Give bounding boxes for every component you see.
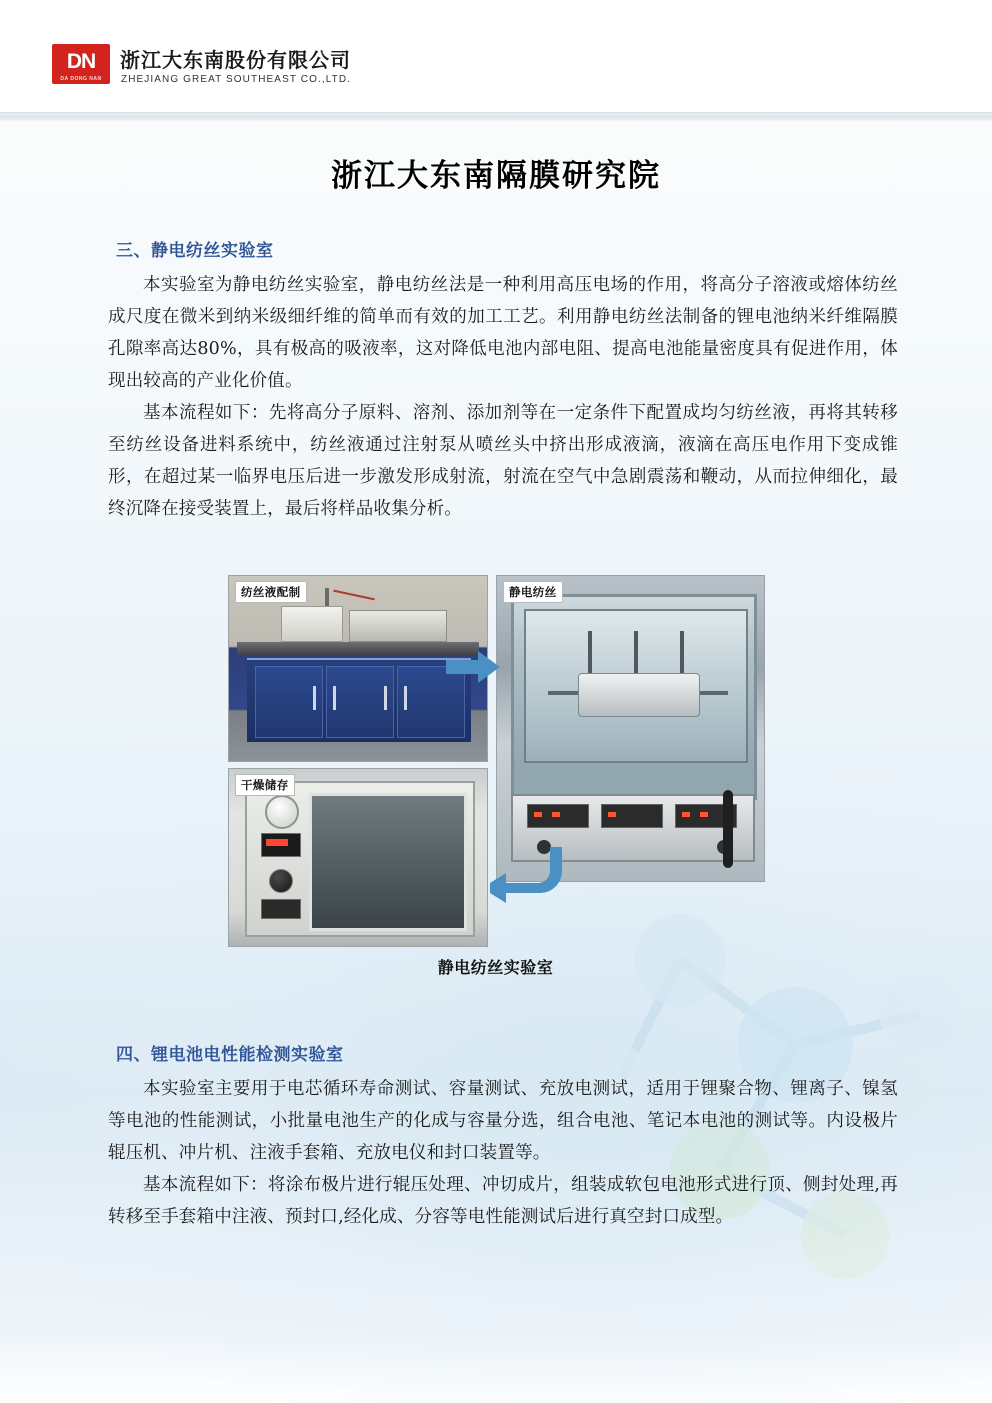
photo-drying-oven bbox=[228, 768, 488, 947]
section-3-paragraph-2: 基本流程如下：先将高分子原料、溶剂、添加剂等在一定条件下配置成均匀纺丝液，再将其转移至纺丝设备进料系统中，纺丝液通过注射泵从喷丝头中挤出形成液滴，液滴在高压电作用下变成锥形，在超过某一临界电压后进一步激发形成射流，射流在空气中急剧震荡和鞭动，从而拉伸细化，最终沉降在接受装置上，最后将样品收集分析。 bbox=[108, 403, 898, 519]
spin-display-panel-1 bbox=[527, 804, 589, 828]
oven-control-knob bbox=[269, 869, 293, 893]
section-3-paragraph-1: 本实验室为静电纺丝实验室，静电纺丝法是一种利用高压电场的作用，将高分子溶液或熔体纺丝成尺度在微米到纳米级细纤维的简单而有效的加工工艺。利用静电纺丝法制备的锂电池纳米纤维隔膜孔隙率高达80%，具有极高的吸液率，这对降低电池内部电阻、提高电池能量密度具有促进作用，体现出较高的产业化价值。 bbox=[108, 275, 898, 391]
spin-led-3 bbox=[608, 812, 616, 817]
oven-body bbox=[245, 781, 475, 937]
spin-nozzle-2 bbox=[634, 631, 638, 673]
company-logo-icon bbox=[52, 44, 110, 84]
arrow-right-icon bbox=[444, 647, 502, 687]
section-heading-3: 三、静电纺丝实验室 bbox=[116, 241, 274, 261]
prep-benchtop bbox=[237, 642, 479, 656]
spin-display-panel-2 bbox=[601, 804, 663, 828]
header-divider bbox=[0, 112, 992, 123]
photo-electrospinning-machine bbox=[496, 575, 765, 882]
spin-led-2 bbox=[552, 812, 560, 817]
prep-instrument-1 bbox=[281, 606, 343, 642]
document-body-section4 bbox=[108, 1040, 898, 1233]
photo-tag-prep: 纺丝液配制 bbox=[235, 581, 307, 603]
prep-handle-1 bbox=[313, 686, 316, 710]
prep-wire bbox=[333, 590, 374, 601]
photo-tag-spin: 静电纺丝 bbox=[503, 581, 563, 603]
company-name-en: ZHEJIANG GREAT SOUTHEAST CO.,LTD. bbox=[121, 74, 352, 85]
page-title: 浙江大东南隔膜研究院 bbox=[331, 158, 661, 194]
oven-temp-readout bbox=[266, 839, 288, 846]
spin-nozzle-1 bbox=[588, 631, 592, 673]
oven-door bbox=[309, 793, 467, 931]
page-header bbox=[0, 0, 992, 112]
spin-power-cable bbox=[723, 790, 733, 868]
logo-subtext: DA DONG NAN bbox=[60, 76, 102, 82]
section-4-paragraph-1: 本实验室主要用于电芯循环寿命测试、容量测试、充放电测试，适用于锂聚合物、锂离子、镍氢等电池的性能测试，小批量电池生产的化成与容量分选，组合电池、笔记本电池的测试等。内设极片辊压机、冲片机、注液手套箱、充放电仪和封口装置等。 bbox=[108, 1079, 898, 1163]
spin-nozzle-3 bbox=[680, 631, 684, 673]
spin-chamber-glass bbox=[524, 609, 748, 763]
prep-instrument-2 bbox=[349, 610, 447, 642]
spin-machine-body bbox=[511, 594, 757, 800]
oven-button-pad bbox=[261, 899, 301, 919]
prep-handle-4 bbox=[404, 686, 407, 710]
prep-handle-3 bbox=[384, 686, 387, 710]
spin-led-1 bbox=[534, 812, 542, 817]
prep-handle-2 bbox=[333, 686, 336, 710]
oven-vacuum-gauge bbox=[265, 795, 299, 829]
section-heading-4: 四、锂电池电性能检测实验室 bbox=[116, 1045, 344, 1065]
company-name-cn: 浙江大东南股份有限公司 bbox=[120, 48, 351, 72]
section-4-paragraph-2: 基本流程如下：将涂布极片进行辊压处理、冲切成片，组装成软包电池形式进行顶、侧封处理,再转移至手套箱中注液、预封口,经化成、分容等电性能测试后进行真空封口成型。 bbox=[108, 1175, 898, 1227]
photo-tag-dry: 干燥储存 bbox=[235, 774, 295, 796]
spin-led-4 bbox=[682, 812, 690, 817]
oven-temperature-display bbox=[261, 833, 301, 857]
arrow-left-down-icon bbox=[490, 847, 562, 907]
logo-letters: DN bbox=[66, 50, 96, 73]
spin-collector-drum bbox=[578, 673, 700, 717]
document-body bbox=[108, 236, 898, 525]
figure-caption: 静电纺丝实验室 bbox=[437, 958, 554, 977]
spin-led-5 bbox=[700, 812, 708, 817]
prep-cabinet bbox=[247, 658, 471, 742]
figure-electrospinning-lab bbox=[228, 575, 763, 977]
